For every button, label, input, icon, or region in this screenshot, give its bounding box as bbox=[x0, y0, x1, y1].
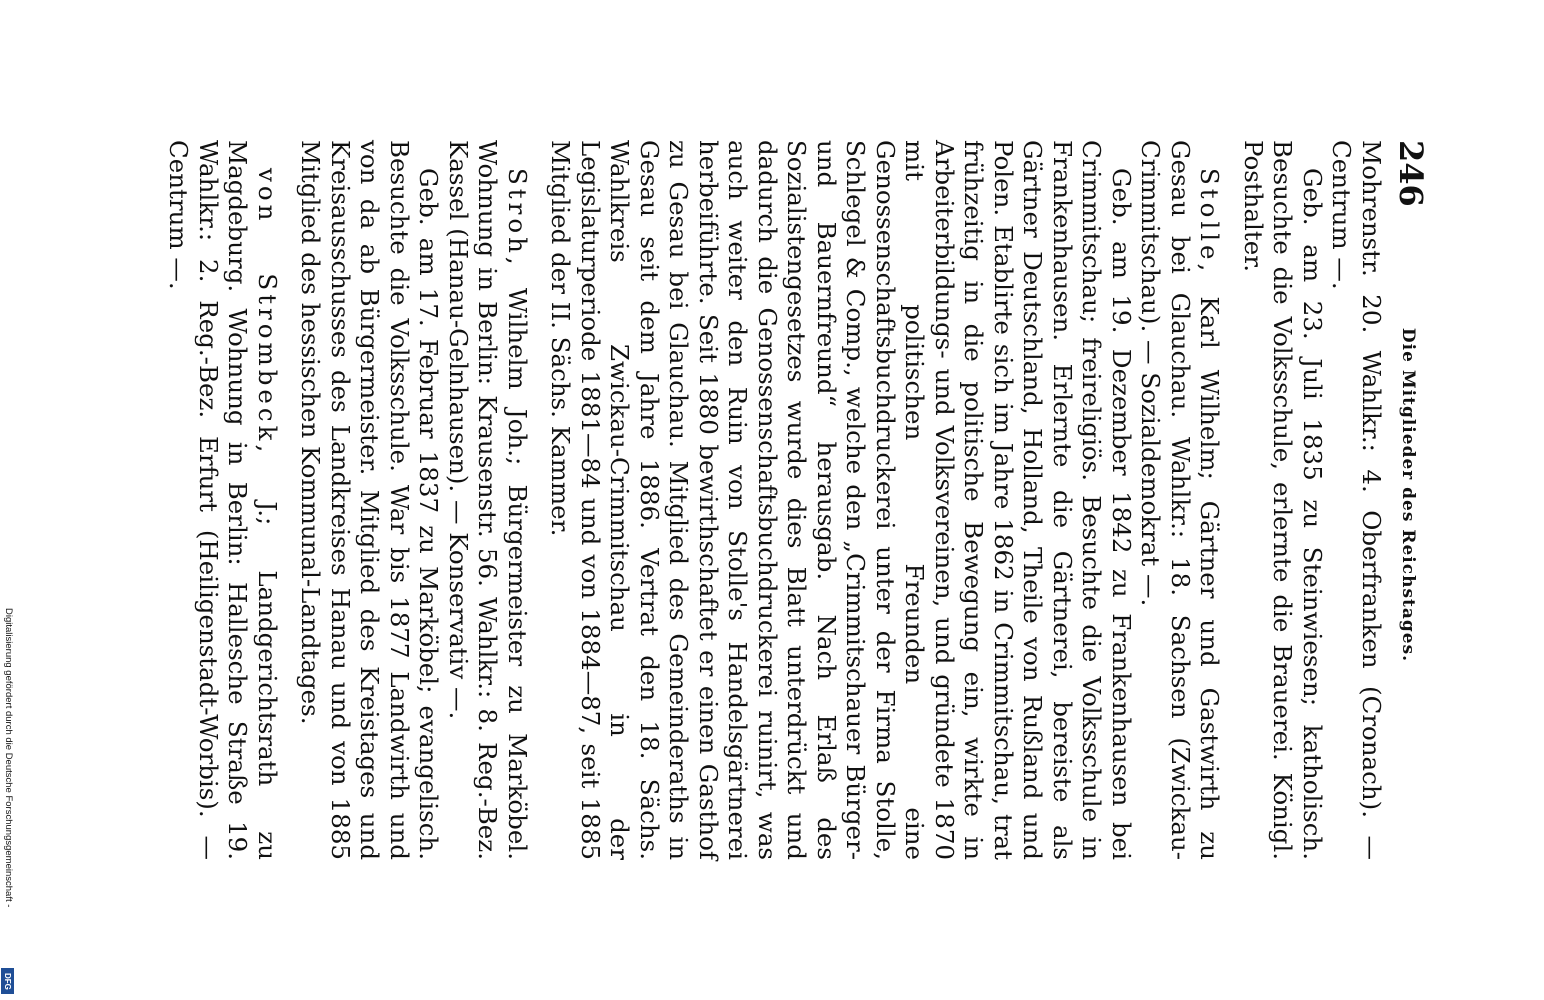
funding-note-text: Digitalisierung gefördert durch die Deutsche Forschungsgemeinschaft - bbox=[3, 608, 14, 908]
page-body bbox=[164, 140, 1386, 860]
rotated-page-content bbox=[110, 30, 1430, 960]
entry-header-text: J.; Landgerichtsrath zu Magdeburg. Wohnung in Berlin: Hallesche Straße 19. Wahlkr.: 2. Reg.-Bez. Erfurt (Heiligenstadt-Worbis). — Centrum —. bbox=[164, 140, 282, 860]
entry-name: Stroh, bbox=[503, 168, 532, 269]
entry-stroh-header bbox=[444, 140, 533, 860]
entry-stolle-header bbox=[1136, 140, 1225, 860]
entry-stolle-bio: Geb. am 19. Dezember 1842 zu Frankenhausen bei Crimmitschau; freireligiös. Besuchte die Volksschule in Frankenhausen. Erlernte die Gärtnerei, bereiste als Gärtner Deutschland, Holland, Theile von Rußland und Polen. Etablirte sich im Jahre 1862 in Crimmitschau, trat frühzeitig in die politische Bewegung ein, wirkte in Arbeiterbildungs- und Volksvereinen, und gründete 1870 mit politischen Freunden eine Genossenschaftsbuchdruckerei unter der Firma Stolle, Schlegel & Comp., welche den „Crimmitschauer Bürger- und Bauernfreund“ herausgab. Nach Erlaß des Sozialistengesetzes wurde dies Blatt unterdrückt und dadurch die Genossenschaftsbuchdruckerei ruinirt, was auch weiter den Ruin von Stolle's Handelsgärtnerei herbeiführte. Seit 1880 bewirthschaftet er einen Gasthof zu Gesau bei Glauchau. Mitglied des Gemeinderaths in Gesau seit dem Jahre 1886. Vertrat den 18. Sächs. Wahlkreis Zwickau-Crimmitschau in der Legislaturperiode 1881—84 und von 1884—87, seit 1885 Mitglied der II. Sächs. Kammer. bbox=[546, 140, 1136, 860]
dfg-logo-text: DFG bbox=[3, 972, 12, 990]
entry-strombeck-header bbox=[164, 140, 282, 860]
entry-0-line: Mohrenstr. 20. Wahlkr.: 4. Oberfranken (Cronach). — Centrum —. bbox=[1327, 140, 1386, 860]
dfg-logo bbox=[1, 968, 14, 994]
entry-stroh-bio: Geb. am 17. Februar 1837 zu Marköbel; evangelisch. Besuchte die Volksschule. War bis 1877 Landwirth und von da ab Bürgermeister. Mitglied des Kreistages und Kreisausschusses des Landkreises Hanau und von 1885 Mitglied des hessischen Kommunal-Landtages. bbox=[296, 140, 444, 860]
entry-0-bio: Geb. am 23. Juli 1835 zu Steinwiesen; katholisch. Besuchte die Volksschule, erlernte die Brauerei. Königl. Posthalter. bbox=[1239, 140, 1327, 860]
page-number: 246 bbox=[1392, 140, 1430, 207]
running-head: Die Mitglieder des Reichstages. bbox=[1398, 327, 1418, 663]
entry-header-text: Karl Wilhelm; Gärtner und Gastwirth zu Gesau bei Glauchau. Wahlkr.: 18. Sachsen (Zwickau-Crimmitschau). — Sozialdemokrat —. bbox=[1136, 140, 1225, 860]
entry-name: von Strombeck, bbox=[253, 168, 282, 457]
entry-header-text: Wilhelm Joh.; Bürgermeister zu Marköbel. Wohnung in Berlin: Krausenstr. 56. Wahlkr.: 8. Reg.-Bez. Kassel (Hanau-Gelnhausen). — Konservativ —. bbox=[444, 140, 532, 860]
page-header bbox=[1390, 30, 1430, 960]
funding-note bbox=[2, 608, 16, 968]
entry-name: Stolle, bbox=[1195, 168, 1225, 276]
